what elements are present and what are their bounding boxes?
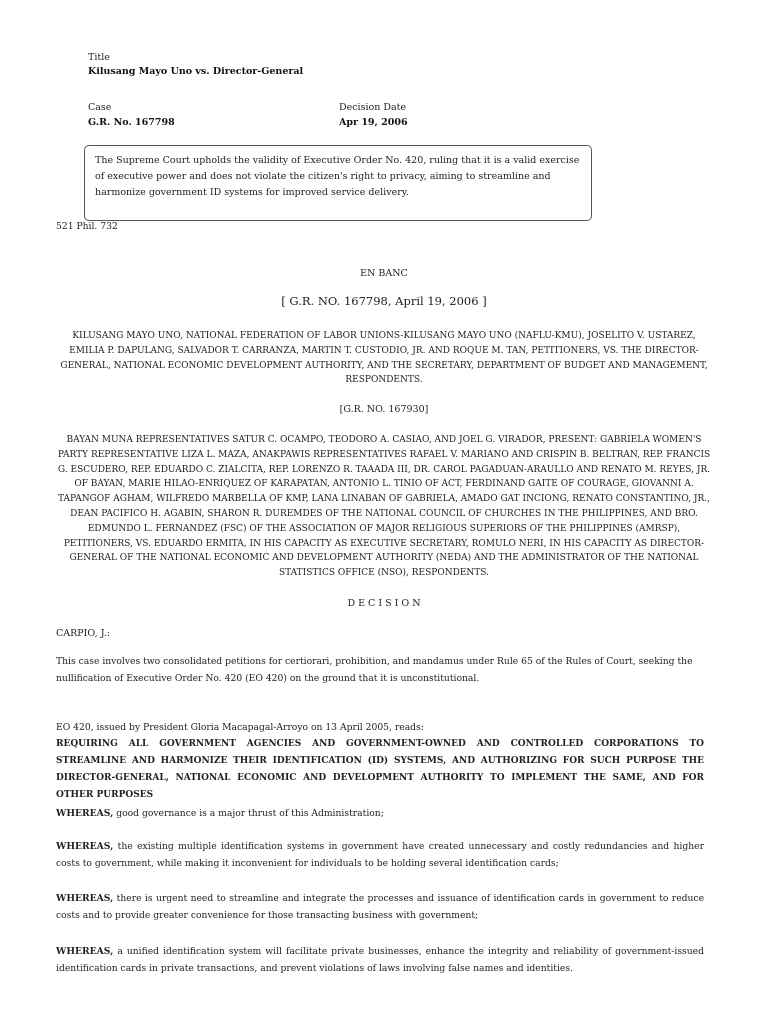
title-value: Kilusang Mayo Uno vs. Director-General [88, 66, 304, 77]
whereas-clause [56, 838, 704, 872]
parties-second-case: BAYAN MUNA REPRESENTATIVES SATUR C. OCAMPO, TEODORO A. CASIAO, AND JOEL G. VIRADOR, PRESENT: GABRIELA WOMEN'S PARTY REPRESENTATIVE LIZA L. MAZA, ANAKPAWIS REPRESENTATIVES RAFAEL V. MARIANO AND CRISPIN B. BELTRAN, REP. FRANCIS G. ESCUDERO, REP. EDUARDO C. ZIALCITA, REP. LORENZO R. TAAADA III, DR. CAROL PAGADUAN-ARAULLO AND RENATO M. REYES, JR. OF BAYAN, MARIE HILAO-ENRIQUEZ OF KARAPATAN, ANTONIO L. TINIO OF ACT, FERDINAND GAITE OF COURAGE, GIOVANNI A. TAPANGOF AGHAM, WILFREDO MARBELLA OF KMP, LANA LINABAN OF GABRIELA, AMADO GAT INCIONG, RENATO CONSTANTINO, JR., DEAN PACIFICO H. AGABIN, SHARON R. DUREMDES OF THE NATIONAL COUNCIL OF CHURCHES IN THE PHILIPPINES, AND BRO. EDMUNDO L. FERNANDEZ (FSC) OF THE ASSOCIATION OF MAJOR RELIGIOUS SUPERIORS OF THE PHILIPPINES (AMRSP), PETITIONERS, VS. EDUARDO ERMITA, IN HIS CAPACITY AS EXECUTIVE SECRETARY, ROMULO NERI, IN HIS CAPACITY AS DIRECTOR-GENERAL OF THE NATIONAL ECONOMIC AND DEVELOPMENT AUTHORITY (NEDA) AND THE ADMINISTRATOR OF THE NATIONAL STATISTICS OFFICE (NSO), RESPONDENTS. [57, 435, 711, 579]
whereas-text: there is urgent need to streamline and integrate the processes and issuance of identification cards in government to reduce costs and to provide greater convenience for those transacting business with government; [56, 893, 705, 921]
summary-box: The Supreme Court upholds the validity of Executive Order No. 420, ruling that it is a valid exercise of executive power and does not violate the citizen's right to privacy, aiming to streamline and harmonize government ID systems for improved service delivery. [84, 145, 592, 221]
eo-intro: EO 420, issued by President Gloria Macapagal-Arroyo on 13 April 2005, reads: [56, 722, 424, 733]
whereas-text: good governance is a major thrust of this Administration; [116, 808, 384, 819]
eo-title: REQUIRING ALL GOVERNMENT AGENCIES AND GOVERNMENT-OWNED AND CONTROLLED CORPORATIONS TO STREAMLINE AND HARMONIZE THEIR IDENTIFICATION (ID) SYSTEMS, AND AUTHORIZING FOR SUCH PURPOSE THE DIRECTOR-GENERAL, NATIONAL ECONOMIC AND DEVELOPMENT AUTHORITY TO IMPLEMENT THE SAME, AND FOR OTHER PURPOSES [56, 739, 704, 800]
case-label: Case [88, 102, 112, 113]
whereas-keyword: WHEREAS, [56, 893, 114, 904]
whereas-keyword: WHEREAS, [56, 946, 114, 957]
whereas-keyword: WHEREAS, [56, 841, 114, 852]
citation: 521 Phil. 732 [56, 221, 118, 232]
whereas-keyword: WHEREAS, [56, 808, 114, 819]
whereas-text: the existing multiple identification systems in government have created unnecessary and costly redundancies and higher costs to government, while making it inconvenient for individuals to be holding several identification cards; [56, 841, 704, 869]
court-heading: EN BANC [360, 268, 408, 279]
parties-first-case: KILUSANG MAYO UNO, NATIONAL FEDERATION OF LABOR UNIONS-KILUSANG MAYO UNO (NAFLU-KMU), JOSELITO V. USTAREZ, EMILIA P. DAPULANG, SALVADOR T. CARRANZA, MARTIN T. CUSTODIO, JR. AND ROQUE M. TAN, PETITIONERS, VS. THE DIRECTOR-GENERAL, NATIONAL ECONOMIC DEVELOPMENT AUTHORITY, AND THE SECRETARY, DEPARTMENT OF BUDGET AND MANAGEMENT, RESPONDENTS. [60, 331, 708, 386]
ponente: CARPIO, J.: [56, 628, 110, 639]
whereas-text: a unified identification system will facilitate private businesses, enhance the integrity and reliability of government-issued identification cards in private transactions, and prevent violations of laws involving false names and identities. [56, 946, 704, 974]
title-label: Title [88, 52, 110, 63]
intro-paragraph: This case involves two consolidated petitions for certiorari, prohibition, and mandamus under Rule 65 of the Rules of Court, seeking the nullification of Executive Order No. 420 (EO 420) on the ground that it is unconstitutional. [56, 656, 693, 684]
gr-number-second: [G.R. NO. 167930] [339, 404, 429, 415]
whereas-clause [56, 890, 704, 924]
whereas-clause [56, 805, 704, 822]
whereas-clause [56, 943, 704, 977]
decision-heading: D E C I S I O N [347, 598, 421, 609]
decision-date-label: Decision Date [339, 102, 407, 113]
gr-number-heading: [ G.R. NO. 167798, April 19, 2006 ] [281, 294, 487, 308]
case-value: G.R. No. 167798 [88, 117, 175, 128]
decision-date-value: Apr 19, 2006 [339, 117, 408, 128]
